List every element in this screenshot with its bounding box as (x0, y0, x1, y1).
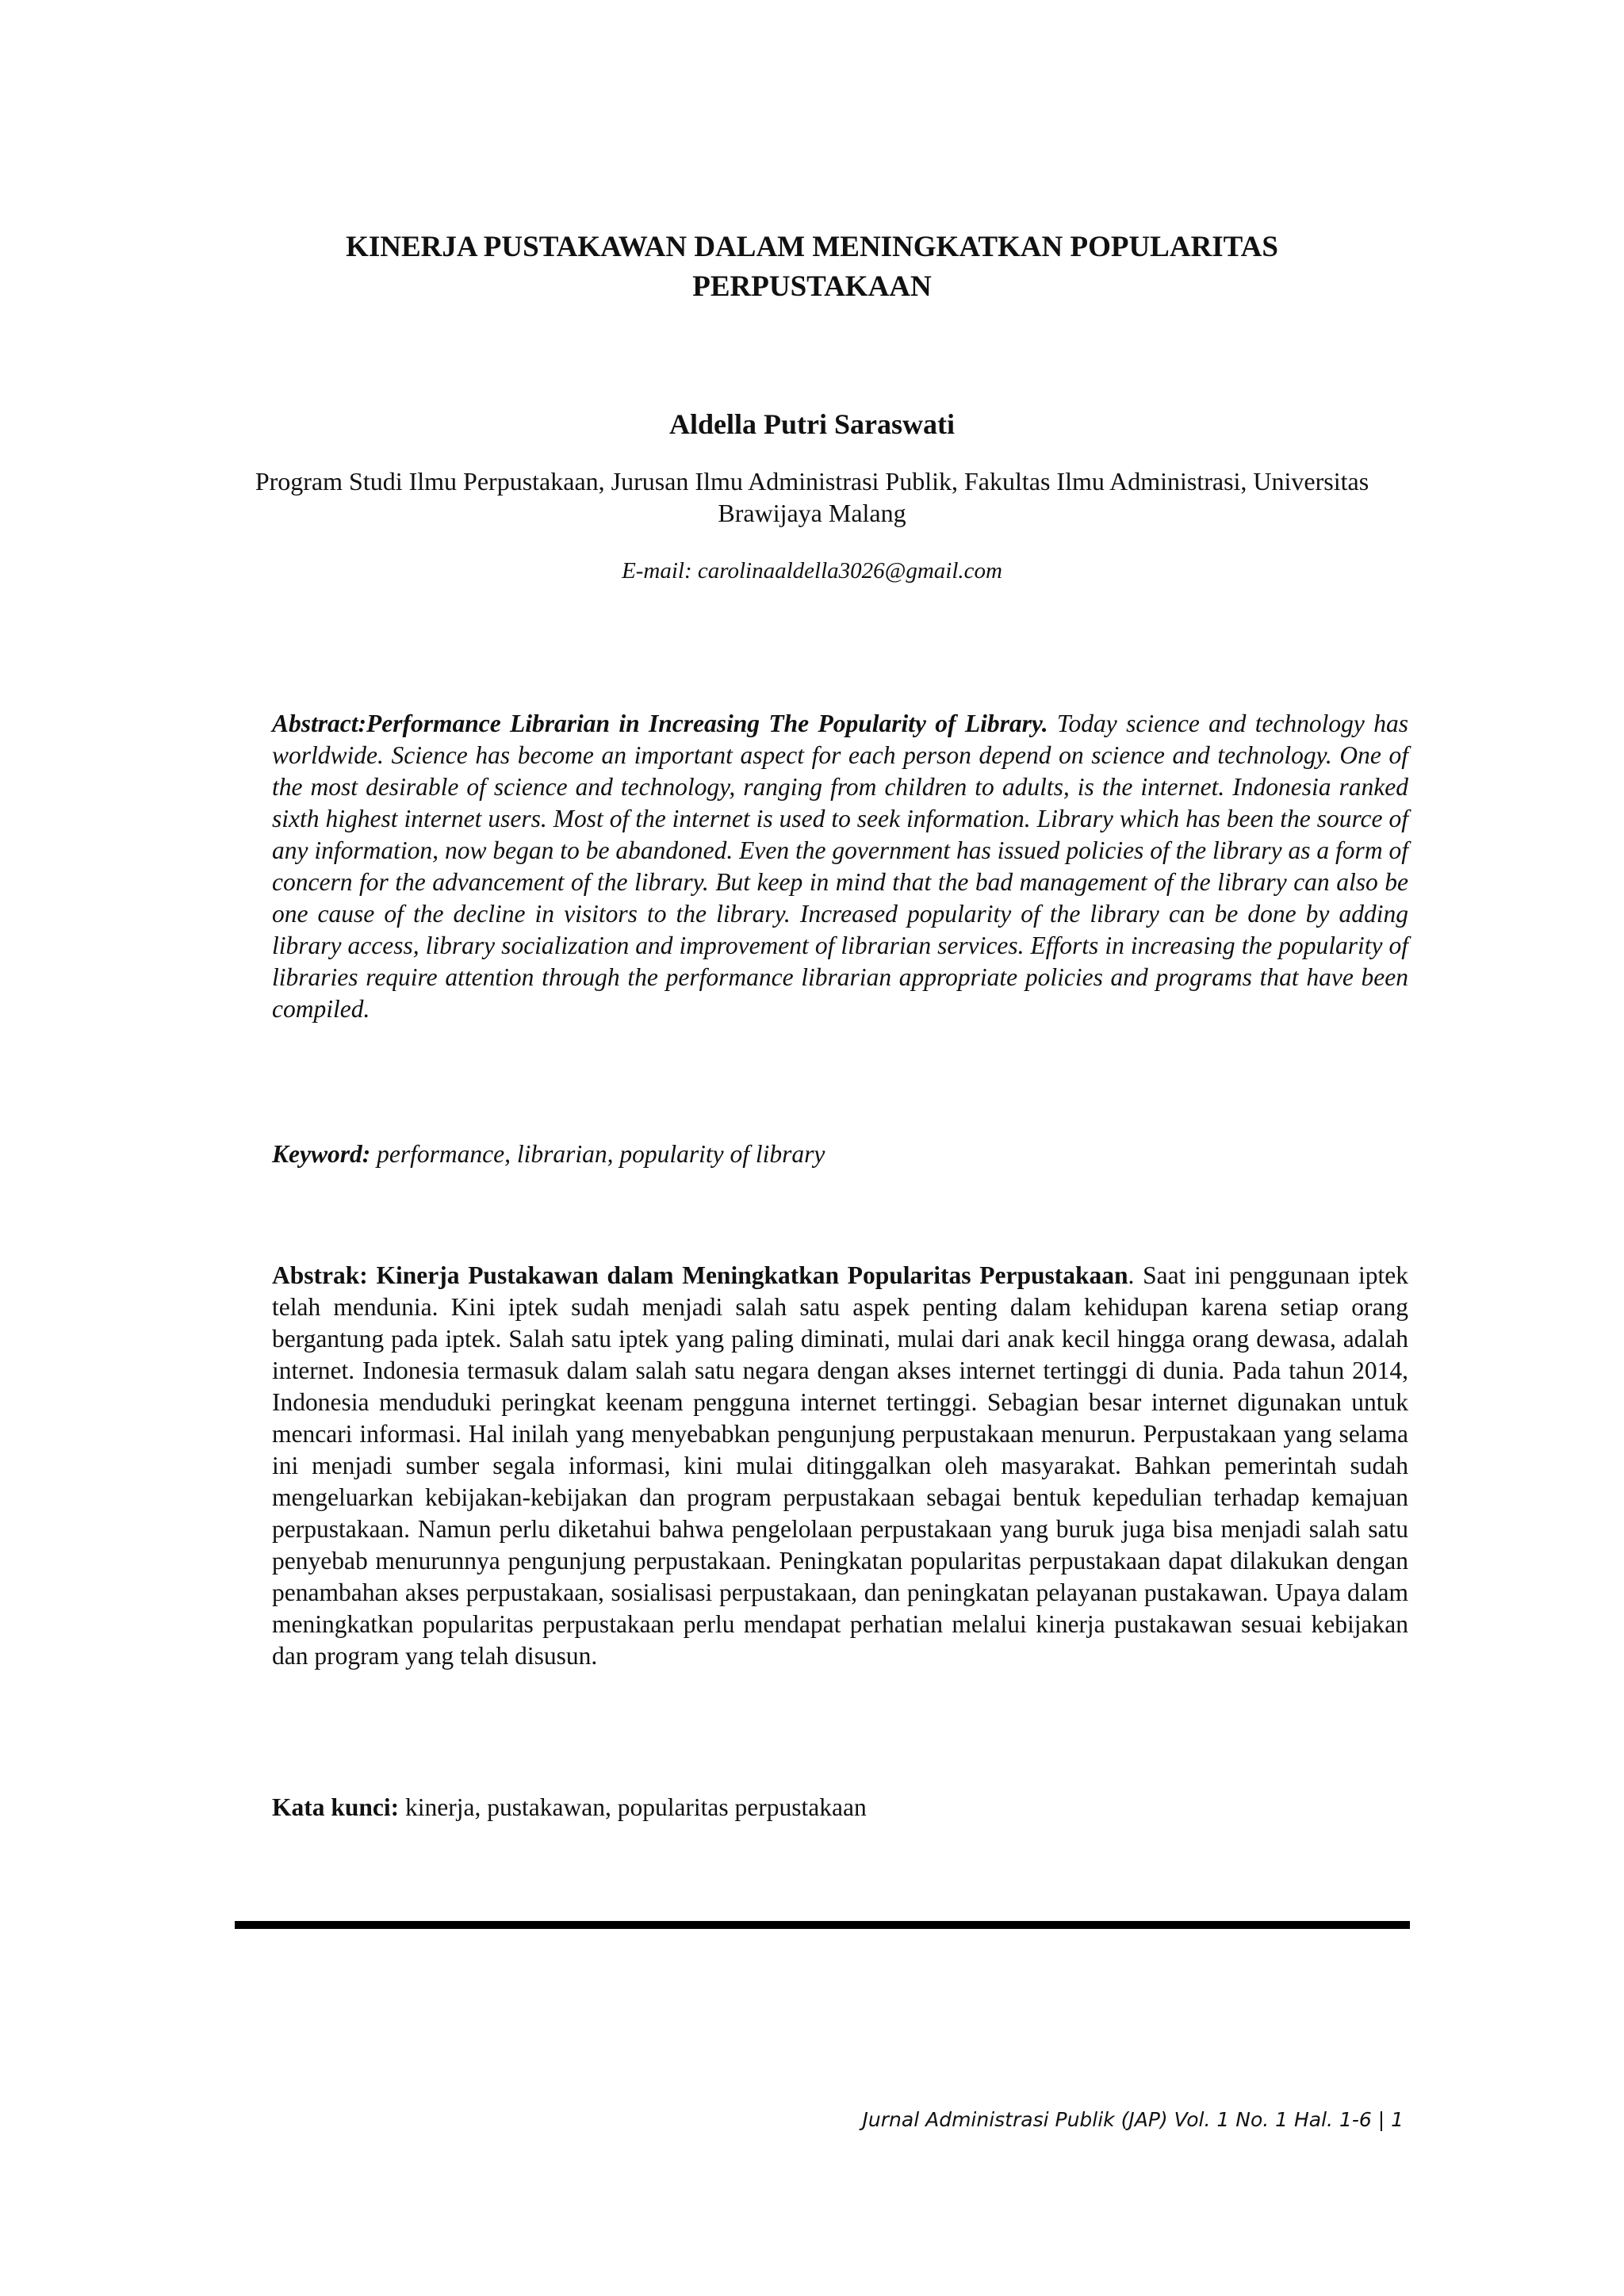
abstract-english (272, 708, 1408, 1025)
author-name: Aldella Putri Saraswati (669, 408, 955, 440)
journal-footer: Jurnal Administrasi Publik (JAP) Vol. 1 No. 1 Hal. 1-6 | 1 (862, 2108, 1404, 2131)
abstract-indonesian (272, 1260, 1408, 1672)
abstract-indonesian-lead: Abstrak: Kinerja Pustakawan dalam Meningkatkan Popularitas Perpustakaan (272, 1261, 1128, 1289)
keywords-english (272, 1138, 1408, 1170)
author-affiliation: Program Studi Ilmu Perpustakaan, Jurusan Ilmu Administrasi Publik, Fakultas Ilmu Administrasi, Universitas Brawijaya Malang (255, 467, 1369, 527)
author-email: E-mail: carolinaaldella3026@gmail.com (622, 558, 1002, 584)
keywords-indonesian-lead: Kata kunci: (272, 1793, 400, 1821)
section-divider (235, 1921, 1410, 1929)
abstract-indonesian-body: . Saat ini penggunaan iptek telah mendunia. Kini iptek sudah menjadi salah satu aspek penting dalam kehidupan karena setiap orang bergantung pada iptek. Salah satu iptek yang paling diminati, mulai dari anak kecil hingga orang dewasa, adalah internet. Indonesia termasuk dalam salah satu negara dengan akses internet tertinggi di dunia. Pada tahun 2014, Indonesia menduduki peringkat keenam pengguna internet tertinggi. Sebagian besar internet digunakan untuk mencari informasi. Hal inilah yang menyebabkan pengunjung perpustakaan menurun. Perpustakaan yang selama ini menjadi sumber segala informasi, kini mulai ditinggalkan oleh masyarakat. Bahkan pemerintah sudah mengeluarkan kebijakan-kebijakan dan program perpustakaan sebagai bentuk kepedulian terhadap kemajuan perpustakaan. Namun perlu diketahui bahwa pengelolaan perpustakaan yang buruk juga bisa menjadi salah satu penyebab menurunnya pengunjung perpustakaan. Peningkatan popularitas perpustakaan dapat dilakukan dengan penambahan akses perpustakaan, sosialisasi perpustakaan, dan peningkatan pelayanan pustakawan. Upaya dalam meningkatkan popularitas perpustakaan perlu mendapat perhatian melalui kinerja pustakawan sesuai kebijakan dan program yang telah disusun. (272, 1261, 1409, 1670)
abstract-english-lead: Abstract:Performance Librarian in Increasing The Popularity of Library. (272, 710, 1048, 737)
keywords-english-lead: Keyword: (272, 1140, 371, 1168)
keywords-english-body: performance, librarian, popularity of library (377, 1140, 825, 1168)
keywords-indonesian (272, 1792, 1408, 1823)
paper-title: KINERJA PUSTAKAWAN DALAM MENINGKATKAN POPULARITAS PERPUSTAKAAN (346, 231, 1278, 303)
abstract-english-body: Today science and technology has worldwide. Science has become an important aspect for each person depend on science and technology. One of the most desirable of science and technology, ranging from children to adults, is the internet. Indonesia ranked sixth highest internet users. Most of the internet is used to seek information. Library which has been the source of any information, now began to be abandoned. Even the government has issued policies of the library as a form of concern for the advancement of the library. But keep in mind that the bad management of the library can also be one cause of the decline in visitors to the library. Increased popularity of the library can be done by adding library access, library socialization and improvement of librarian services. Efforts in increasing the popularity of libraries require attention through the performance librarian appropriate policies and programs that have been compiled. (272, 710, 1409, 1023)
keywords-indonesian-body: kinerja, pustakawan, popularitas perpustakaan (405, 1793, 867, 1821)
